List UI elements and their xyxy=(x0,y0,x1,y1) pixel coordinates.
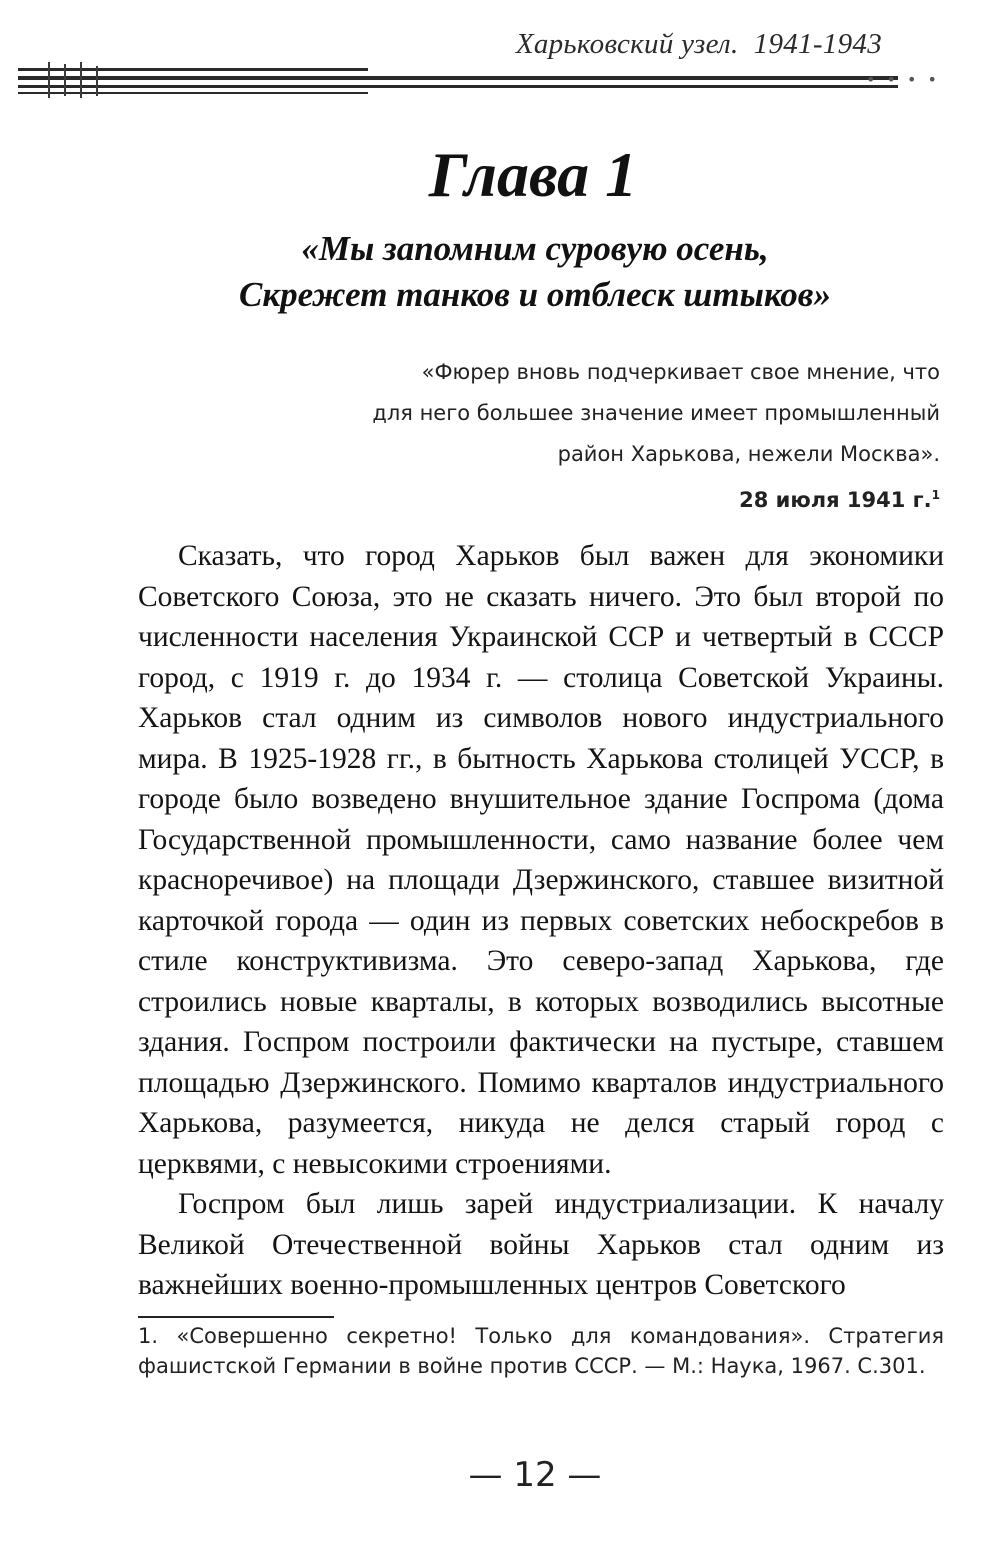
epigraph xyxy=(300,352,940,521)
chapter-subtitle-line-1: «Мы запомним суровую осень, xyxy=(301,229,769,268)
footnote: 1. «Совершенно секретно! Только для командования». Стратегия фашистской Германии в войне против СССР. — М.: Наука, 1967. С.301. xyxy=(138,1324,944,1378)
footnote-separator xyxy=(138,1316,334,1318)
body-text xyxy=(138,536,944,1306)
footnote-reference: 1 xyxy=(931,488,940,502)
ornament-dots: • • • • xyxy=(865,70,940,89)
epigraph-line-2: для него большее значение имеет промышленный xyxy=(372,401,940,425)
running-head xyxy=(516,28,882,61)
epigraph-date: 28 июля 1941 г. xyxy=(739,488,932,512)
epigraph-line-3: район Харькова, нежели Москва». xyxy=(557,442,940,466)
epigraph-date-line xyxy=(300,475,940,521)
header-ornament-rule xyxy=(18,62,948,102)
paragraph-1: Сказать, что город Харьков был важен для экономики Советского Союза, это не сказать ничего. Это был второй по численности населения Украинской ССР и четвертый в СССР город, с 1919 г. до 1934 г. — столица Советской Украины. Харьков стал одним из символов нового индустриального мира. В 1925-1928 гг., в бытность Харькова столицей УССР, в городе было возведено внушительное здание Госпрома (дома Государственной промышленности, само название более чем красноречивое) на площади Дзержинского, ставшее визитной карточкой города — один из первых советских небоскребов в стиле конструктивизма. Это северо-запад Харькова, где строились новые кварталы, в которых возводились высотные здания. Госпром построили фактически на пустыре, ставшем площадью Дзержинского. Помимо кварталов индустриального Харькова, разумеется, никуда не делся старый город с церквями, с невысокими строениями. xyxy=(138,540,944,1180)
running-head-title: Харьковский узел. xyxy=(515,28,739,60)
chapter-subtitle-line-2: Скрежет танков и отблеск штыков» xyxy=(239,275,831,314)
page-number: — 12 — xyxy=(468,1455,602,1495)
chapter-title: Глава 1 xyxy=(428,139,638,210)
epigraph-line-1: «Фюрер вновь подчеркивает свое мнение, что xyxy=(421,360,940,384)
chapter-subtitle xyxy=(0,226,1000,318)
running-head-years: 1941-1943 xyxy=(753,28,882,60)
paragraph-2: Госпром был лишь зарей индустриализации. К началу Великой Отечественной войны Харьков стал одним из важнейших военно-промышленных центров Советского xyxy=(138,1188,944,1301)
